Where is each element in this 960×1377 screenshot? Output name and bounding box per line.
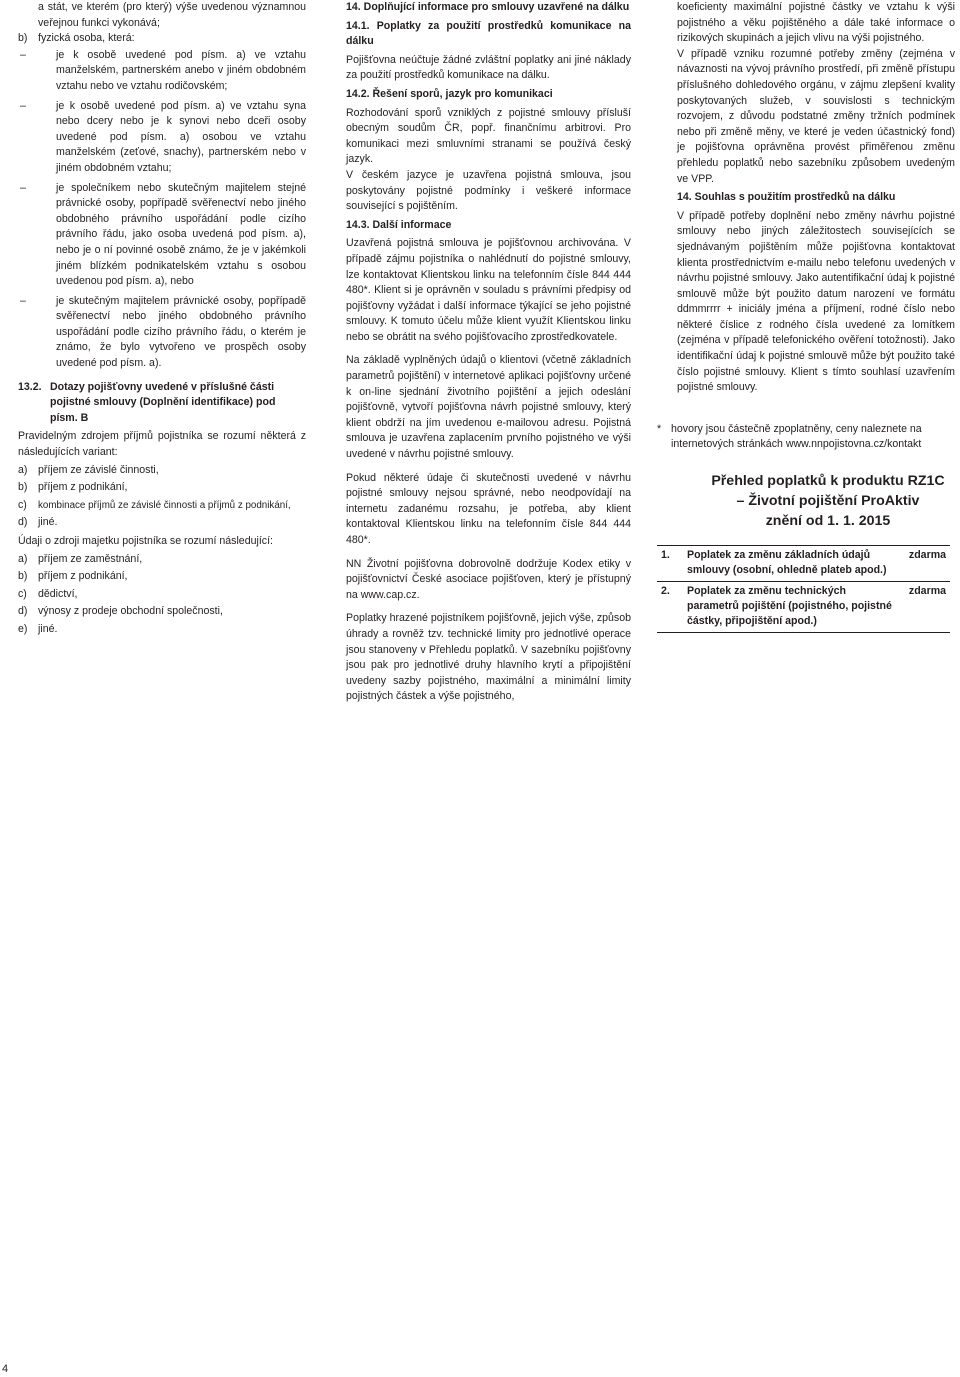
dash-text: je k osobě uvedené pod písm. a) ve vztahu manželském, partnerském anebo v jiném obdobném vztahu nebo ve vztahu rodičovském;	[56, 48, 306, 92]
fee-value: zdarma	[904, 582, 950, 633]
list-item	[18, 515, 306, 531]
list-marker: d)	[18, 516, 28, 529]
list-item	[18, 604, 306, 620]
dash-marker: –	[20, 181, 26, 194]
assets-intro: Údaji o zdroji majetku pojistníka se rozumí následující:	[18, 535, 273, 547]
list-item	[18, 622, 306, 638]
income-intro: Pravidelným zdrojem příjmů pojistníka se rozumí některá z následujících variant:	[18, 430, 306, 459]
fee-overview-title-line: – Životní pojištění ProAktiv	[736, 493, 920, 510]
table-row	[657, 582, 950, 633]
section-14-3-heading: 14.3. Další informace	[346, 218, 452, 231]
fee-label: Poplatek za změnu technických parametrů pojištění (pojistného, pojistné částky, připojištění apod.)	[683, 582, 904, 633]
fee-label: Poplatek za změnu základních údajů smlouvy (osobní, ohledně plateb apod.)	[683, 546, 904, 582]
list-item	[18, 480, 306, 496]
fee-value: zdarma	[904, 546, 950, 582]
fee-overview-title-line: znění od 1. 1. 2015	[765, 513, 891, 530]
intro-text: a stát, ve kterém (pro který) výše uvedenou významnou veřejnou funkci vykonává;	[38, 1, 306, 29]
list-text: jiné.	[38, 516, 58, 529]
fee-overview-title-line: Přehled poplatků k produktu RZ1C	[711, 473, 945, 490]
footnote-text: hovory jsou částečně zpoplatněny, ceny naleznete na internetových stránkách www.nnpojistovna.cz/kontakt	[671, 422, 922, 451]
dash-marker: –	[20, 99, 26, 112]
list-marker: c)	[18, 587, 27, 600]
dash-item	[18, 294, 306, 372]
list-item	[18, 463, 306, 479]
footnote-marker: *	[657, 422, 662, 435]
list-marker: c)	[18, 498, 27, 511]
list-item	[18, 587, 306, 603]
column-middle	[346, 0, 631, 705]
paragraph: koeficienty maximální pojistné částky ve vztahu k výši pojistného a věku pojištěného a dále také informace o rizikových skupinách a jejich vlivu na výši pojistného.	[677, 1, 955, 45]
list-marker: a)	[18, 552, 28, 565]
section-14-1-heading: 14.1. Poplatky za použití prostředků komunikace na dálku	[346, 19, 631, 48]
column-right	[657, 0, 955, 633]
dash-text: je k osobě uvedené pod písm. a) ve vztahu syna nebo dcery nebo je k synovi nebo dceři osoby uvedené pod písm. a) osobou ve vztahu manželském (zeťové, snachy), partnerském nebo v jiném obdobném vztahu;	[56, 99, 306, 174]
section-14-1-text: Pojišťovna neúčtuje žádné zvláštní poplatky ani jiné náklady za použití prostředků komunikace na dálku.	[346, 53, 631, 82]
list-text: příjem ze zaměstnání,	[38, 552, 143, 565]
section-14-2-text: V českém jazyce je uzavřena pojistná smlouva, jsou poskytovány pojistné podmínky i veškeré informace související s pojištěním.	[346, 168, 631, 213]
list-item	[18, 552, 306, 568]
footnote	[657, 422, 955, 453]
paragraph: Uzavřená pojistná smlouva je pojišťovnou archivována. V případě zájmu pojistníka o nahlédnutí do pojistné smlouvy, lze kontaktovat Klientskou linku na telefonním čísle 844 444 480*. Klient si je oprávněn v souladu s právními předpisy od pojišťovny vyžádat i další informace týkající se jeho pojistné smlouvy. K tomuto účelu může klient využít Klientskou linku nebo se obrátit na svého pojišťovacího zprostředkovatele.	[346, 237, 631, 343]
section-14-2-text: Rozhodování sporů vzniklých z pojistné smlouvy přísluší obecným soudům ČR, popř. finančnímu arbitrovi. Pro komunikaci mezi smluvními stranami se používá český jazyk.	[346, 106, 631, 166]
table-row	[657, 546, 950, 582]
list-marker: b)	[18, 481, 28, 494]
paragraph: Na základě vyplněných údajů o klientovi (včetně základních parametrů pojištění) v internetové aplikaci pojišťovny určené k on-line sjednání životního pojištění a jejich odeslání pojišťovně, vytvoří pojišťovna návrh pojistné smlouvy, který klient obdrží na jím uvedenou e-mailovou adresu. Pojistná smlouva je uzavřena zaplacením prvního pojistného ve výši uvedené v návrhu pojistné smlouvy.	[346, 354, 631, 461]
item-b-text: fyzická osoba, která:	[38, 32, 135, 45]
dash-item	[18, 48, 306, 95]
item-b	[18, 31, 306, 47]
section-title: Dotazy pojišťovny uvedené v příslušné části pojistné smlouvy (Doplnění identifikace) pod písm. B	[50, 380, 276, 424]
fee-overview-title	[657, 471, 955, 531]
dash-item	[18, 181, 306, 290]
list-marker: b)	[18, 570, 28, 583]
dash-text: je skutečným majitelem právnické osoby, popřípadě svěřenectví nebo jiného obdobného právního uspořádání podle cizího právního řádu, o kterém je známo, že bylo vytvořeno ve prospěch osoby uvedené pod písm. a).	[56, 294, 306, 370]
section-14-heading: 14. Doplňující informace pro smlouvy uzavřené na dálku	[346, 1, 630, 13]
list-text: kombinace příjmů ze závislé činnosti a příjmů z podnikání,	[38, 499, 291, 511]
dash-marker: –	[20, 48, 26, 61]
paragraph: Pokud některé údaje či skutečnosti uvedené v návrhu pojistné smlouvy nejsou správné, nebo neodpovídají na internetu zadanému rozsahu, je potřeba, aby klient kontaktoval Klientskou linku na telefonním čísle 844 444 480*.	[346, 471, 631, 546]
paragraph: V případě vzniku rozumné potřeby změny (zejména v návaznosti na vývoj právního prostředí, při změně přístupu příslušného dohledového orgánu, v zájmu zlepšení kvality poskytovaných služeb, v souvislosti s technickým rozvojem, z důvodu podstatné změny tržních podmínek nebo při změně měny, ve které je veden účastnický fond) je pojišťovna oprávněna provést přiměřenou změnu přehledu poplatků nebo sazebníku způsobem uvedeným ve VPP.	[677, 47, 955, 185]
section-13-2-heading	[18, 380, 306, 427]
item-b-marker: b)	[18, 32, 28, 45]
section-number: 13.2.	[18, 380, 42, 393]
list-text: příjem z podnikání,	[38, 481, 128, 494]
list-item	[18, 569, 306, 585]
list-text: výnosy z prodeje obchodní společnosti,	[38, 605, 223, 618]
list-item	[18, 498, 306, 514]
list-text: dědictví,	[38, 587, 78, 600]
dash-text: je společníkem nebo skutečným majitelem stejné právnické osoby, popřípadě svěřenectví nebo jiného obdobného právního uspořádání podle cizího právního řádu, jako osoba uvedená pod písm. a), nebo je o ní povinné osobě známo, že je v jakémkoli jiném blízkém podnikatelském vztahu s osobou uvedenou pod písm. a), nebo	[56, 181, 306, 288]
fee-number: 1.	[657, 546, 683, 582]
dash-marker: –	[20, 294, 26, 307]
section-14-2-heading: 14.2. Řešení sporů, jazyk pro komunikaci	[346, 87, 553, 100]
section-14-4-heading: 14. Souhlas s použitím prostředků na dálku	[677, 191, 896, 204]
section-14-4-text: V případě potřeby doplnění nebo změny návrhu pojistné smlouvy nebo jiných záležitostech souvisejících se sjednávaným pojištěním může pojišťovna kontaktovat klienta prostřednictvím e-mailu nebo telefonu uvedených v návrhu pojistné smlouvy. Jako autentifikační údaj k pojistné smlouvě může být použito datum narození ve formátu ddmmrrrr + iniciály jména a příjmení, rodné číslo nebo některé číslice z rodného čísla uvedené za lomítkem (zejména v případě telefonického ověření totožnosti). Jako identifikační údaj k pojistné smlouvě může být použito také číslo pojistné smlouvy. Klient s tímto souhlasí uzavřením pojistné smlouvy.	[677, 209, 955, 394]
list-marker: d)	[18, 605, 28, 618]
fee-number: 2.	[657, 582, 683, 633]
paragraph: Poplatky hrazené pojistníkem pojišťovně, jejich výše, způsob úhrady a rovněž tzv. technické limity pro jednotlivé operace jsou stanoveny v Přehledu poplatků. V sazebníku pojišťovny jsou pak pro jednotlivé druhy hlavního krytí a připojištění uvedeny sazby pojistného, maximální a minimální limity pojistných částek a výše pojistného,	[346, 612, 631, 703]
list-text: příjem z podnikání,	[38, 570, 128, 583]
dash-item	[18, 99, 306, 177]
list-text: příjem ze závislé činnosti,	[38, 463, 159, 476]
paragraph: NN Životní pojišťovna dobrovolně dodržuje Kodex etiky v pojišťovnictví České asociace pojišťoven, který je přístupný na www.cap.cz.	[346, 557, 631, 601]
fee-table	[657, 545, 950, 633]
list-marker: e)	[18, 622, 28, 635]
column-left	[18, 0, 306, 638]
list-text: jiné.	[38, 622, 58, 635]
page-number: 4	[2, 1363, 9, 1375]
list-marker: a)	[18, 463, 28, 476]
